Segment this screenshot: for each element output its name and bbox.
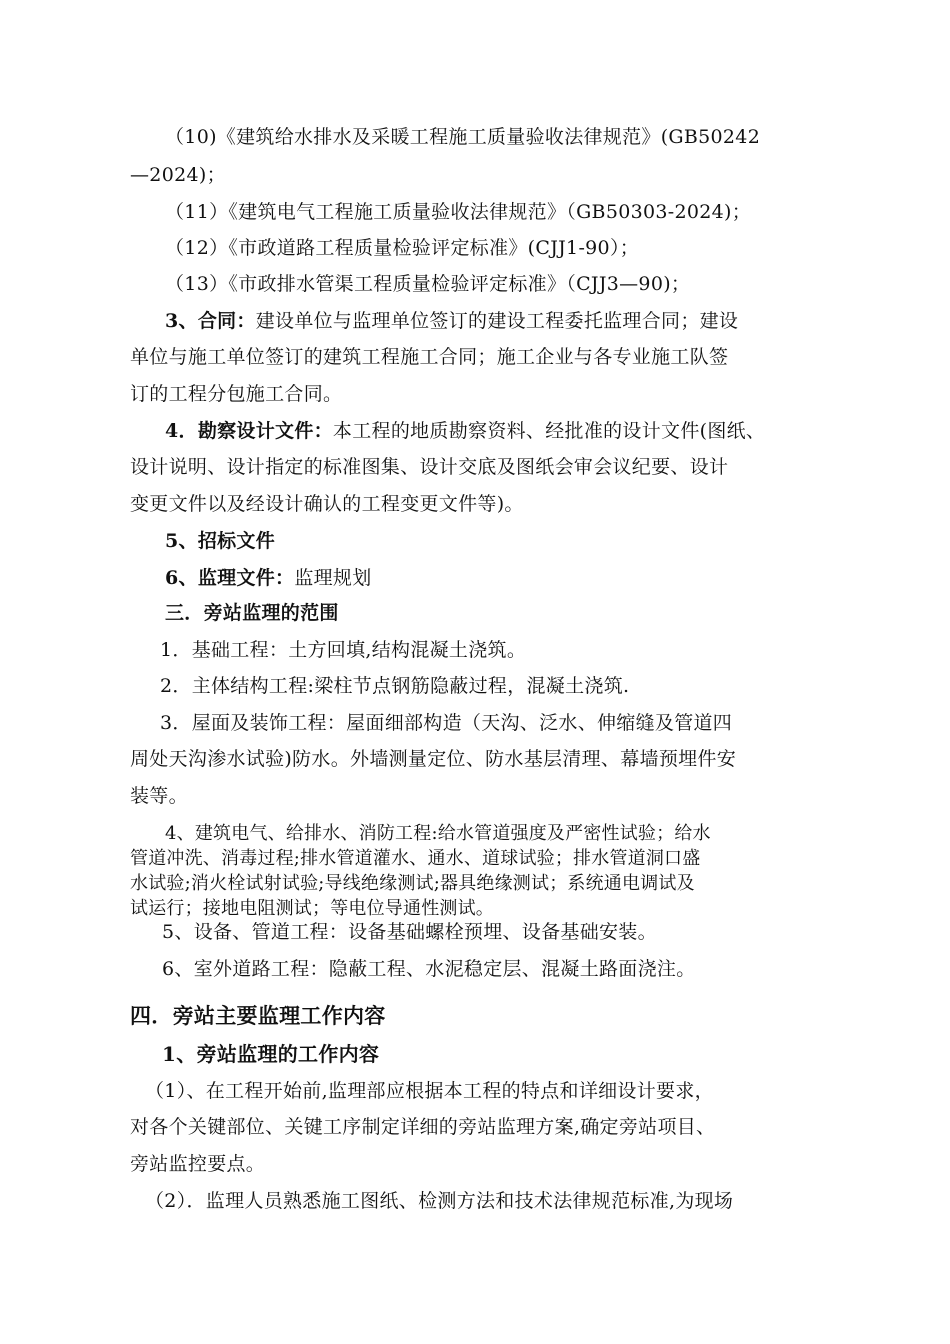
section4-subheading: 1、旁站监理的工作内容 bbox=[162, 1042, 380, 1066]
ref-13: （13）《市政排水管渠工程质量检验评定标准》（CJJ3—90)； bbox=[165, 273, 691, 295]
survey-text: 本工程的地质勘察资料、经批准的设计文件(图纸、 bbox=[332, 420, 766, 442]
ref-11: （11）《建筑电气工程施工质量验收法律规范》（GB50303-2024)； bbox=[165, 201, 752, 223]
section4-p1-line2: 对各个关键部位、关键工序制定详细的旁站监理方案,确定旁站项目、 bbox=[130, 1116, 716, 1138]
contract-text: 建设单位与监理单位签订的建设工程委托监理合同；建设 bbox=[255, 310, 739, 332]
contract-line1 bbox=[165, 309, 738, 333]
section3-item6: 6、室外道路工程：隐蔽工程、水泥稳定层、混凝土路面浇注。 bbox=[162, 958, 696, 980]
section3-heading: 三．旁站监理的范围 bbox=[165, 602, 339, 624]
section4-p1-line3: 旁站监控要点。 bbox=[130, 1153, 266, 1175]
section3-item5: 5、设备、管道工程：设备基础螺栓预埋、设备基础安装。 bbox=[162, 921, 657, 943]
section3-item4-line1: 4、建筑电气、给排水、消防工程:给水管道强度及严密性试验；给水 bbox=[165, 823, 711, 844]
section4-p1-line1: （1）、在工程开始前,监理部应根据本工程的特点和详细设计要求， bbox=[145, 1080, 714, 1102]
section3-item2: 2．主体结构工程:梁柱节点钢筋隐蔽过程，混凝土浇筑. bbox=[160, 675, 630, 697]
ref-12: （12）《市政道路工程质量检验评定标准》(CJJ1-90）； bbox=[165, 237, 640, 259]
contract-label: 3、合同： bbox=[165, 310, 256, 332]
section3-item1: 1．基础工程：土方回填,结构混凝土浇筑。 bbox=[160, 639, 527, 661]
supervision-docs-text: 监理规划 bbox=[294, 567, 372, 589]
survey-line3: 变更文件以及经设计确认的工程变更文件等)。 bbox=[130, 493, 524, 515]
survey-line1 bbox=[165, 419, 765, 443]
section3-item3-line2: 周处天沟渗水试验)防水。外墙测量定位、防水基层清理、幕墙预埋件安 bbox=[130, 748, 737, 770]
section4-heading: 四．旁站主要监理工作内容 bbox=[130, 1003, 386, 1028]
contract-line2: 单位与施工单位签订的建筑工程施工合同；施工企业与各专业施工队签 bbox=[130, 346, 729, 368]
ref-10-line1: （10)《建筑给水排水及采暖工程施工质量验收法律规范》(GB50242 bbox=[165, 126, 761, 148]
tender-heading: 5、招标文件 bbox=[165, 530, 276, 552]
contract-line3: 订的工程分包施工合同。 bbox=[130, 383, 343, 405]
section3-item4-line2: 管道冲洗、消毒过程;排水管道灌水、通水、道球试验；排水管道洞口盛 bbox=[130, 848, 701, 869]
supervision-docs-label: 6、监理文件： bbox=[165, 567, 295, 589]
supervision-docs-line bbox=[165, 566, 372, 590]
section3-item4-line4: 试运行；接地电阻测试；等电位导通性测试。 bbox=[130, 898, 494, 919]
survey-label: 4．勘察设计文件： bbox=[165, 420, 333, 442]
ref-10-line2: —2024)； bbox=[130, 164, 226, 186]
section3-item4-line3: 水试验;消火栓试射试验;导线绝缘测试;器具绝缘测试；系统通电调试及 bbox=[130, 873, 695, 894]
section3-item3-line3: 装等。 bbox=[130, 785, 188, 807]
section4-p2-line1: （2）．监理人员熟悉施工图纸、检测方法和技术法律规范标准,为现场 bbox=[145, 1190, 734, 1212]
section3-item3-line1: 3．屋面及装饰工程：屋面细部构造（天沟、泛水、伸缩缝及管道四 bbox=[160, 712, 733, 734]
survey-line2: 设计说明、设计指定的标准图集、设计交底及图纸会审会议纪要、设计 bbox=[130, 456, 729, 478]
